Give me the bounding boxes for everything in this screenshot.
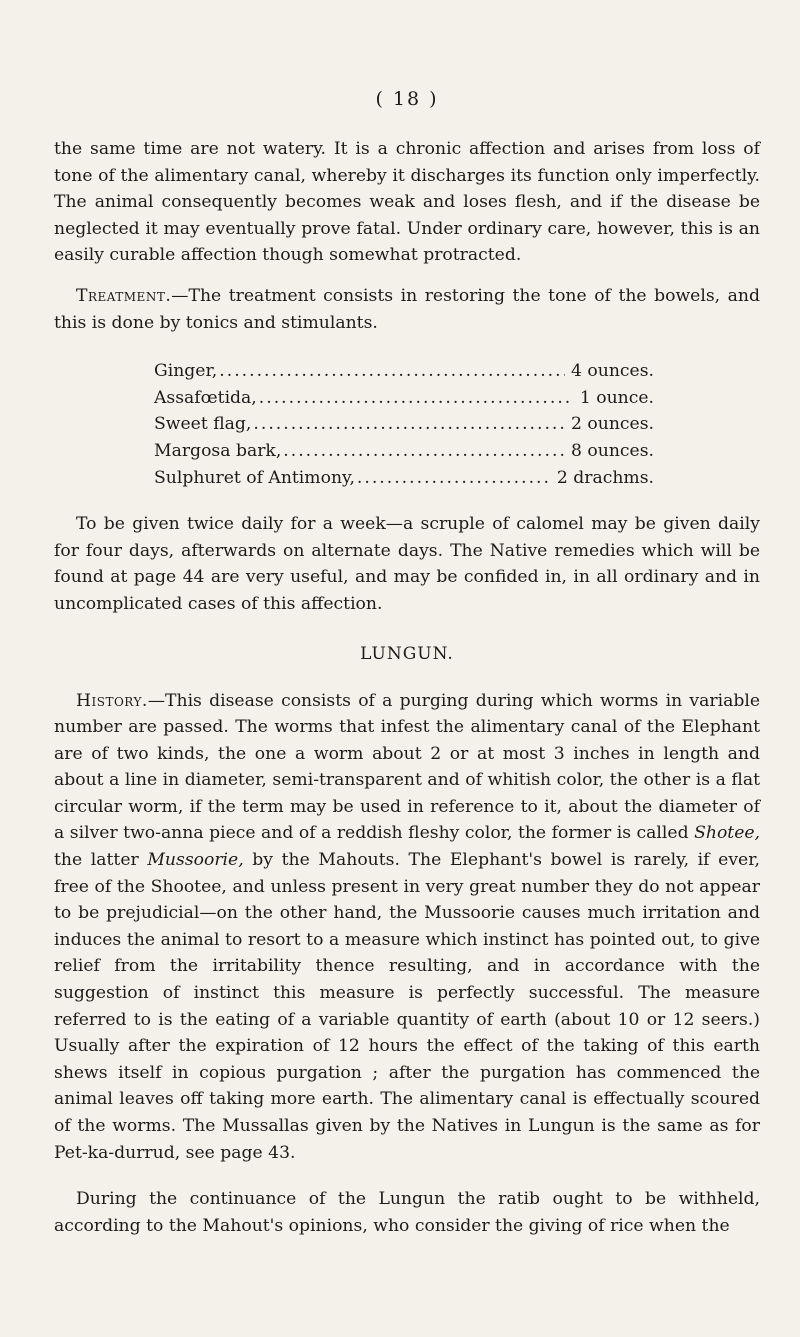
dosage-paragraph: To be given twice daily for a week—a scruple of calomel may be given daily for four days, afterwards on alternate days. The Native remedies which will be found at page 44 are very useful, and may be confided in, in all ordinary and in uncomplicated cases of this affection. bbox=[54, 514, 760, 614]
recipe-item bbox=[154, 465, 654, 492]
recipe-item-name: Sulphuret of Antimony, bbox=[154, 467, 355, 488]
dot-leader bbox=[283, 438, 565, 465]
dot-leader bbox=[219, 358, 565, 385]
history-paragraph bbox=[54, 688, 760, 1167]
recipe-item bbox=[154, 411, 654, 438]
recipe-item-name: Margosa bark, bbox=[154, 440, 282, 461]
worm-name-mussoorie: Mussoorie, bbox=[147, 850, 244, 871]
recipe-item-quantity: 2 drachms. bbox=[556, 467, 654, 488]
history-label: History. bbox=[76, 690, 148, 711]
history-text-3: by the Mahouts. The Elephant's bowel is rarely, if ever, free of the Shootee, and unless present in very great number they do not appear to be prejudicial—on the other hand, the Mussoorie causes much irritation and induces the animal to resort to a measure which instinct has pointed out, to give relief from the irritability thence resulting, and in accordance with the suggestion of instinct this measure is perfectly successful. The measure referred to is the eating of a variable quantity of earth (about 10 or 12 seers.) Usually after the expiration of 12 hours the effect of the taking of this earth shews itself in copious purgation ; after the purgation has commenced the animal leaves off taking more earth. The alimentary canal is effectually scoured of the worms. The Mussallas given by the Natives in Lungun is the same as for Pet-ka-durrud, see page 43. bbox=[54, 850, 760, 1163]
recipe-item-name: Ginger, bbox=[154, 361, 218, 382]
dot-leader bbox=[259, 385, 574, 412]
dot-leader bbox=[253, 411, 565, 438]
recipe-item-name: Assafœtida, bbox=[154, 387, 257, 408]
continuation-paragraph: the same time are not watery. It is a chronic affection and arises from loss of tone of the alimentary canal, whereby it discharges its function only imperfectly. The animal consequently becomes weak and loses flesh, and if the disease be neglected it may eventually prove fatal. Under ordinary care, however, this is an easily curable affection though somewhat protracted. bbox=[54, 139, 760, 266]
recipe-item-quantity: 8 ounces. bbox=[571, 440, 654, 461]
recipe-list bbox=[154, 358, 654, 491]
section-heading: LUNGUN. bbox=[360, 643, 454, 664]
treatment-label: Treatment. bbox=[76, 285, 172, 306]
recipe-item bbox=[154, 438, 654, 465]
final-paragraph: During the continuance of the Lungun the ratib ought to be withheld, according to the Mahout's opinions, who consider the giving of rice when the bbox=[54, 1189, 760, 1236]
recipe-item-name: Sweet flag, bbox=[154, 414, 252, 435]
worm-name-shotee: Shotee, bbox=[694, 823, 760, 844]
history-text-2: the latter bbox=[54, 850, 148, 871]
recipe-item-quantity: 1 ounce. bbox=[579, 387, 654, 408]
treatment-text: —The treatment consists in restoring the tone of the bowels, and this is done by tonics and stimulants. bbox=[54, 285, 760, 333]
recipe-item-quantity: 4 ounces. bbox=[571, 361, 654, 382]
dot-leader bbox=[357, 465, 551, 492]
treatment-paragraph bbox=[54, 283, 760, 336]
recipe-item-quantity: 2 ounces. bbox=[571, 414, 654, 435]
page-number: ( 18 ) bbox=[375, 88, 439, 110]
recipe-item bbox=[154, 358, 654, 385]
history-text-1: —This disease consists of a purging during which worms in variable number are passed. The worms that infest the alimentary canal of the Elephant are of two kinds, the one a worm about 2 or at most 3 inches in length and about a line in diameter, semi-transparent and of whitish color, the other is a flat circular worm, if the term may be used in reference to it, about the diameter of a silver two-anna piece and of a reddish fleshy color, the former is called bbox=[54, 690, 760, 844]
recipe-item bbox=[154, 385, 654, 412]
